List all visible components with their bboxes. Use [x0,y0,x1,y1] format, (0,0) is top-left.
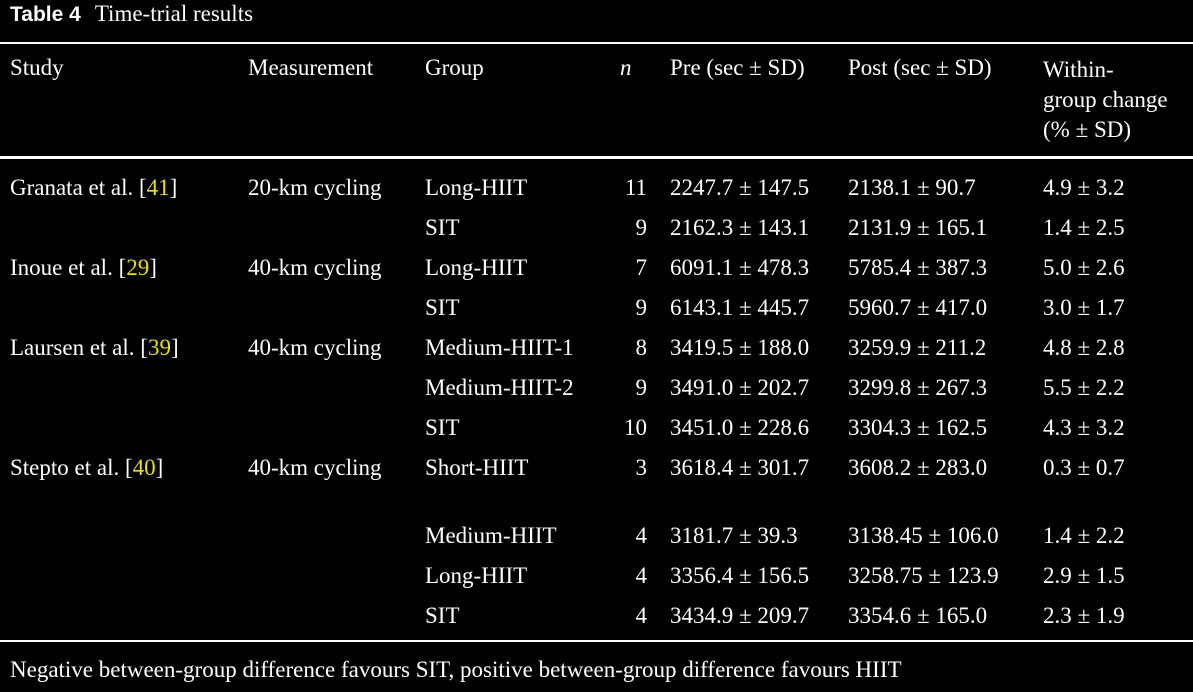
cell-post: 5960.7 ± 417.0 [848,295,988,320]
study-bracket: ] [170,335,179,360]
cell-group: SIT [425,415,460,440]
cell-n: 10 [624,415,647,440]
cell-post: 3354.6 ± 165.0 [848,603,988,628]
cell-measurement: 20-km cycling [248,175,382,200]
study-bracket: ] [155,455,164,480]
cell-change: 0.3 ± 0.7 [1043,455,1125,480]
reference-link[interactable]: 39 [147,335,171,360]
cell-group: SIT [425,295,460,320]
header-within-group-change [1043,55,1193,145]
cell-change: 1.4 ± 2.5 [1043,215,1125,240]
cell-group: Long-HIIT [425,563,528,588]
cell-post: 2131.9 ± 165.1 [848,215,988,240]
table-top-rule [0,42,1193,44]
cell-n: 7 [635,255,647,280]
reference-link[interactable]: 29 [126,255,150,280]
table-caption [10,1,253,28]
study-name: Granata et al. [ [10,175,147,200]
cell-group: Medium-HIIT-1 [425,335,574,360]
cell-post: 3259.9 ± 211.2 [848,335,987,360]
cell-n: 4 [635,563,647,588]
cell-post: 3258.75 ± 123.9 [848,563,999,588]
cell-post: 3608.2 ± 283.0 [848,455,988,480]
cell-change: 2.3 ± 1.9 [1043,603,1125,628]
header-change-line-3: (% ± SD) [1043,117,1132,142]
header-post: Post (sec ± SD) [848,55,992,80]
cell-change: 4.8 ± 2.8 [1043,335,1125,360]
cell-study [10,255,157,281]
cell-post: 3304.3 ± 162.5 [848,415,988,440]
cell-post: 3299.8 ± 267.3 [848,375,988,400]
cell-group: Medium-HIIT [425,523,557,548]
cell-post: 3138.45 ± 106.0 [848,523,999,548]
header-change-line-2: group change [1043,87,1168,112]
cell-n: 11 [624,175,647,200]
cell-pre: 2162.3 ± 143.1 [670,215,810,240]
cell-pre: 6091.1 ± 478.3 [670,255,810,280]
cell-change: 1.4 ± 2.2 [1043,523,1125,548]
cell-change: 3.0 ± 1.7 [1043,295,1125,320]
cell-group: Short-HIIT [425,455,529,480]
cell-study [10,335,179,361]
header-group: Group [425,55,484,80]
reference-link[interactable]: 41 [146,175,170,200]
header-study: Study [10,55,64,80]
cell-change: 2.9 ± 1.5 [1043,563,1125,588]
header-measurement: Measurement [248,55,374,80]
header-n: n [620,55,632,80]
table-header-rule [0,156,1193,159]
table-title: Time-trial results [94,1,254,26]
cell-measurement: 40-km cycling [248,455,382,480]
cell-change: 5.0 ± 2.6 [1043,255,1125,280]
cell-measurement: 40-km cycling [248,335,382,360]
cell-study [10,455,163,481]
cell-study [10,175,177,201]
cell-pre: 3451.0 ± 228.6 [670,415,810,440]
study-name: Stepto et al. [ [10,455,133,480]
study-name: Laursen et al. [ [10,335,148,360]
reference-link[interactable]: 40 [132,455,156,480]
cell-pre: 3419.5 ± 188.0 [670,335,810,360]
cell-group: Long-HIIT [425,255,528,280]
table-footnote: Negative between-group difference favours SIT, positive between-group difference favours HIIT [10,657,902,682]
cell-n: 9 [635,215,647,240]
cell-change: 4.9 ± 3.2 [1043,175,1125,200]
cell-pre: 3618.4 ± 301.7 [670,455,810,480]
cell-n: 9 [635,295,647,320]
study-bracket: ] [169,175,178,200]
cell-post: 2138.1 ± 90.7 [848,175,976,200]
study-bracket: ] [149,255,157,280]
cell-pre: 3181.7 ± 39.3 [670,523,798,548]
cell-measurement: 40-km cycling [248,255,382,280]
cell-n: 8 [635,335,647,360]
cell-change: 4.3 ± 3.2 [1043,415,1125,440]
cell-group: SIT [425,603,460,628]
cell-n: 4 [635,603,647,628]
cell-group: Long-HIIT [425,175,528,200]
cell-n: 4 [635,523,647,548]
cell-post: 5785.4 ± 387.3 [848,255,988,280]
cell-pre: 3356.4 ± 156.5 [670,563,810,588]
cell-n: 3 [635,455,647,480]
cell-group: Medium-HIIT-2 [425,375,574,400]
header-change-line-1: Within- [1043,57,1114,82]
cell-change: 5.5 ± 2.2 [1043,375,1125,400]
cell-group: SIT [425,215,460,240]
cell-pre: 3434.9 ± 209.7 [670,603,810,628]
table-bottom-rule [0,640,1193,642]
header-pre: Pre (sec ± SD) [670,55,805,80]
cell-pre: 3491.0 ± 202.7 [670,375,810,400]
cell-n: 9 [635,375,647,400]
cell-pre: 6143.1 ± 445.7 [670,295,810,320]
cell-pre: 2247.7 ± 147.5 [670,175,810,200]
study-name: Inoue et al. [ [10,255,127,280]
table-label: Table 4 [10,3,81,26]
